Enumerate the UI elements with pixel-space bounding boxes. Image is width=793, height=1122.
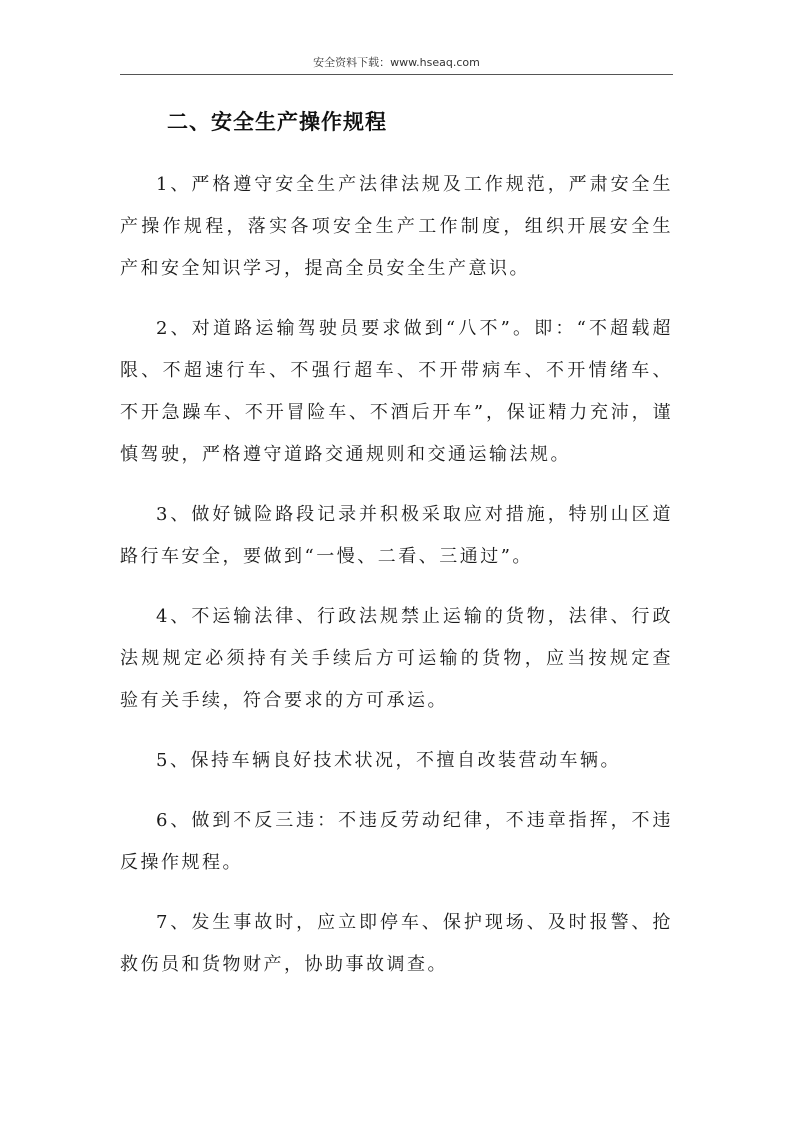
- page-header: [120, 52, 673, 75]
- paragraph-1: 1、严格遵守安全生产法律法规及工作规范，严肃安全生产操作规程，落实各项安全生产工作制度，组织开展安全生产和安全知识学习，提高全员安全生产意识。: [120, 174, 673, 279]
- paragraph-7: 7、发生事故时，应立即停车、保护现场、及时报警、抢救伤员和货物财产，协助事故调查。: [120, 912, 673, 975]
- section-title: 二、安全生产操作规程: [167, 109, 387, 134]
- paragraph-2: 2、对道路运输驾驶员要求做到“八不”。即：“不超载超限、不超速行车、不强行超车、不开带病车、不开情绪车、不开急躁车、不开冒险车、不酒后开车”，保证精力充沛，谨慎驾驶，严格遵守道路交通规则和交通运输法规。: [120, 318, 673, 465]
- header-text: 安全资料下载：www.hseaq.com: [313, 56, 480, 69]
- paragraph-3: 3、做好铖险路段记录并积极采取应对措施，特别山区道路行车安全，要做到“一慢、二看、三通过”。: [120, 504, 673, 567]
- document-body: [120, 100, 673, 986]
- paragraph-5: 5、保持车辆良好技术状况，不擅自改装营动车辆。: [156, 750, 621, 771]
- paragraph-4: 4、不运输法律、行政法规禁止运输的货物，法律、行政法规规定必须持有关手续后方可运输的货物，应当按规定查验有关手续，符合要求的方可承运。: [120, 606, 673, 711]
- paragraph-6: 6、做到不反三违：不违反劳动纪律，不违章指挥，不违反操作规程。: [120, 810, 673, 873]
